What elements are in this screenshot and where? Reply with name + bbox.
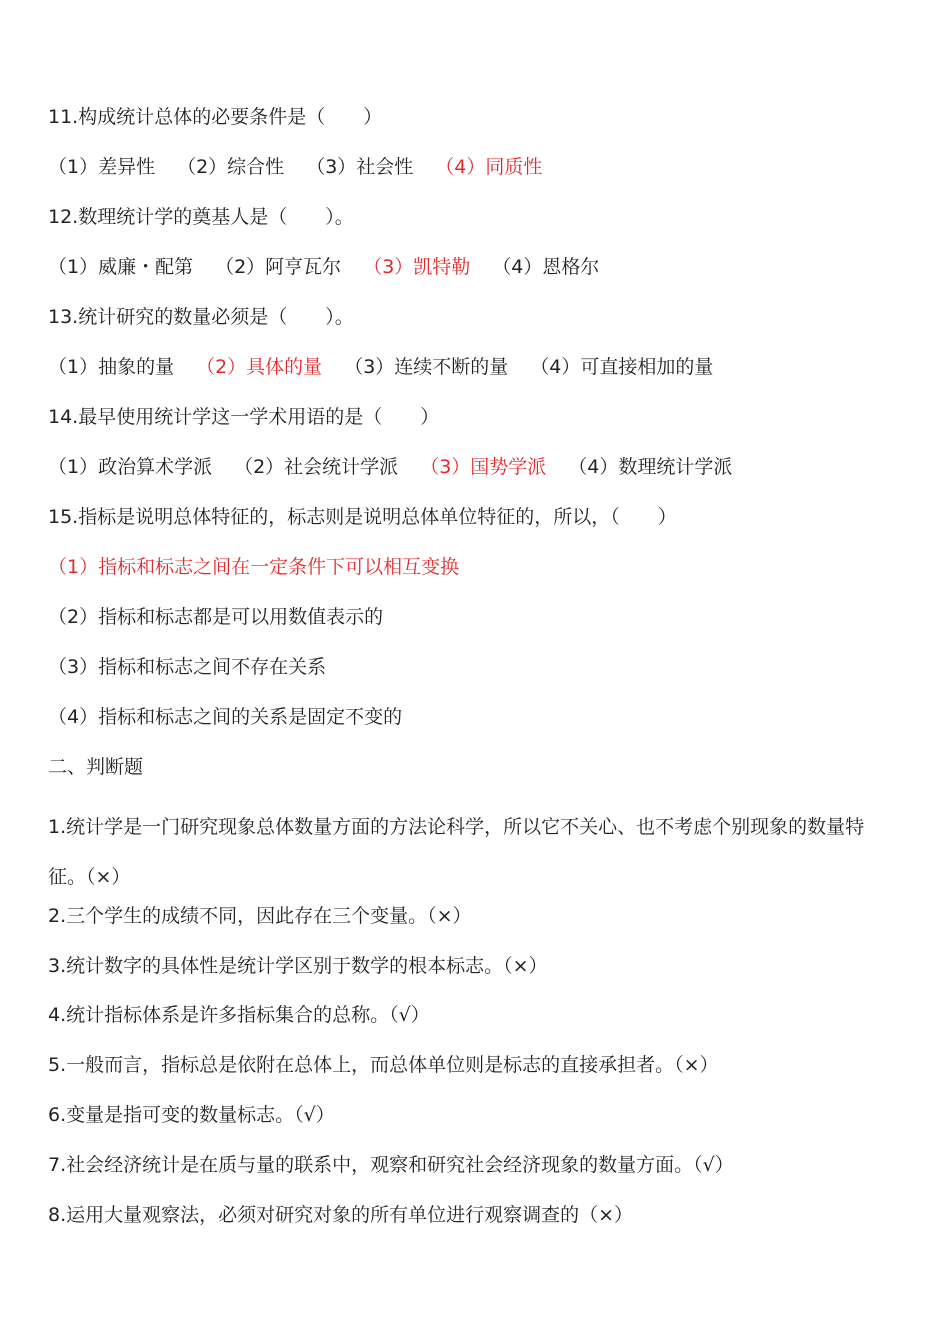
question-13-options (48, 353, 910, 381)
question-13-stem: 13.统计研究的数量必须是（ ）。 (48, 306, 354, 328)
option: （1）政治算术学派 (48, 456, 213, 478)
section-heading: 二、判断题 (48, 756, 144, 778)
question-12-stem: 12.数理统计学的奠基人是（ ）。 (48, 206, 354, 228)
correct-option: （3）凯特勒 (363, 256, 471, 278)
option: （3）社会性 (306, 156, 414, 178)
question-14-stem: 14.最早使用统计学这一学术用语的是（ ） (48, 406, 440, 428)
correct-option: （4）同质性 (435, 156, 543, 178)
judgment-item: 2.三个学生的成绩不同，因此存在三个变量。（×） (48, 905, 472, 927)
correct-option: （2）具体的量 (196, 356, 323, 378)
option: （2）社会统计学派 (234, 456, 399, 478)
option: （2）综合性 (177, 156, 285, 178)
option: （3）连续不断的量 (344, 356, 509, 378)
judgment-item: 6.变量是指可变的数量标志。（√） (48, 1104, 335, 1126)
option: （2）阿亨瓦尔 (215, 256, 342, 278)
question-12-options (48, 253, 910, 281)
option: （4）数理统计学派 (568, 456, 733, 478)
judgment-item: 7.社会经济统计是在质与量的联系中，观察和研究社会经济现象的数量方面。（√） (48, 1154, 734, 1176)
option: （4）恩格尔 (492, 256, 600, 278)
option: （1）威廉・配第 (48, 256, 194, 278)
judgment-item: 5.一般而言，指标总是依附在总体上，而总体单位则是标志的直接承担者。（×） (48, 1054, 719, 1076)
question-11-options (48, 153, 910, 181)
option: （1）抽象的量 (48, 356, 175, 378)
correct-option: （1）指标和标志之间在一定条件下可以相互变换 (48, 556, 460, 578)
option: （4）可直接相加的量 (530, 356, 714, 378)
option: （2）指标和标志都是可以用数值表示的 (48, 606, 384, 628)
judgment-item: 1.统计学是一门研究现象总体数量方面的方法论科学，所以它不关心、也不考虑个别现象的数量特征。（×） (48, 816, 865, 888)
judgment-item: 4.统计指标体系是许多指标集合的总称。（√） (48, 1004, 430, 1026)
question-14-options (48, 453, 910, 481)
option: （4）指标和标志之间的关系是固定不变的 (48, 706, 403, 728)
option: （3）指标和标志之间不存在关系 (48, 656, 327, 678)
judgment-item: 8.运用大量观察法，必须对研究对象的所有单位进行观察调查的（×） (48, 1204, 634, 1226)
question-15-stem: 15.指标是说明总体特征的，标志则是说明总体单位特征的，所以，（ ） (48, 506, 677, 528)
option: （1）差异性 (48, 156, 156, 178)
correct-option: （3）国势学派 (420, 456, 547, 478)
question-11-stem: 11.构成统计总体的必要条件是（ ） (48, 106, 383, 128)
judgment-item: 3.统计数字的具体性是统计学区别于数学的根本标志。（×） (48, 955, 548, 977)
